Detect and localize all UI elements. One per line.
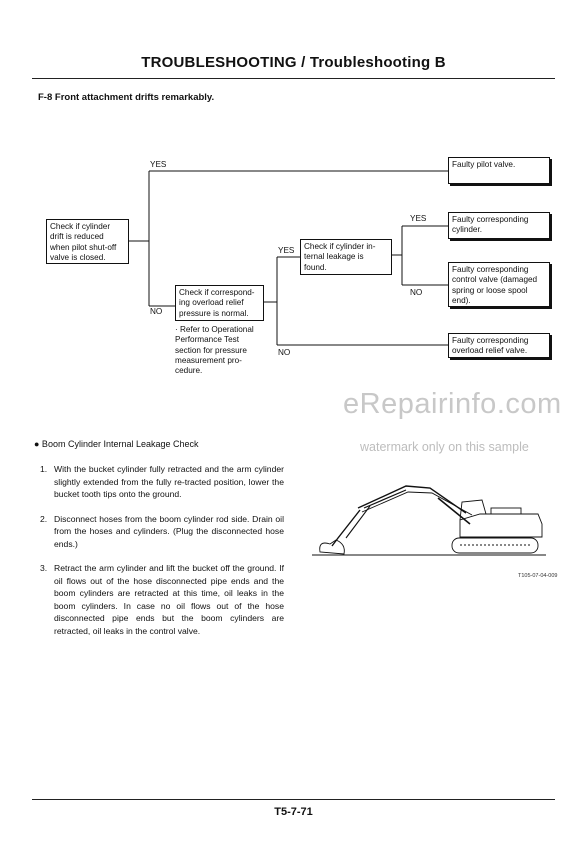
step-text: Disconnect hoses from the boom cylinder rod side. Drain oil from the hoses and cylinders. (Plug the disconnected hose ends.) [54, 513, 284, 549]
section-heading: F-8 Front attachment drifts remarkably. [38, 92, 215, 103]
step-number: 2. [40, 513, 48, 524]
result-box-cylinder: Faulty corresponding cylinder. [448, 212, 550, 239]
label-yes: YES [410, 214, 427, 223]
flow-box-start: Check if cylinder drift is reduced when pilot shut-off valve is closed. [46, 219, 129, 264]
check-heading: ● Boom Cylinder Internal Leakage Check [34, 439, 199, 449]
figure-code: T105-07-04-009 [518, 573, 558, 579]
watermark-text: eRepairinfo.com [343, 388, 562, 420]
step-item [40, 513, 284, 551]
label-no: NO [410, 288, 423, 297]
step-number: 3. [40, 563, 48, 573]
reference-note: · Refer to Operational Performance Test section for pressure measurement pro-cedure. [175, 325, 254, 376]
step-text: Retract the arm cylinder and lift the bucket off the ground. If oil flows out of the hose disconnected pipe ends and the boom cylinders are retracted at this time, oil leaks in the boom cylinders. In case no oil flows out of the hose disconnected pipe ends but the boom cylinders are retracted, oil leaks in the control valve. [54, 563, 284, 636]
page-number: T5-7-71 [274, 806, 313, 818]
result-box-control-valve: Faulty corresponding control valve (damaged spring or loose spool end). [448, 262, 550, 307]
page-title: TROUBLESHOOTING / Troubleshooting B [141, 54, 446, 71]
step-item [40, 463, 284, 501]
bucket [320, 540, 345, 554]
cab [460, 500, 486, 520]
boom [358, 486, 466, 513]
label-yes: YES [278, 246, 295, 255]
bucket-cylinder [346, 506, 370, 538]
excavator-illustration [310, 480, 550, 560]
step-number: 1. [40, 464, 48, 474]
label-no: NO [278, 348, 291, 357]
watermark-subtext: watermark only on this sample [360, 440, 529, 454]
upper-body [460, 514, 542, 537]
flow-box-internal-leakage: Check if cylinder in-ternal leakage is found. [300, 239, 392, 275]
track [452, 538, 538, 553]
label-yes: YES [150, 160, 167, 169]
result-box-relief-valve: Faulty corresponding overload relief valve. [448, 333, 550, 358]
arm [332, 510, 360, 546]
result-box-pilot-valve: Faulty pilot valve. [448, 157, 550, 184]
label-no: NO [150, 307, 163, 316]
step-text: With the bucket cylinder fully retracted and the arm cylinder slightly extended from the fully re-tracted position, lower the bucket tooth tips onto the ground. [54, 464, 284, 499]
step-item [40, 562, 284, 637]
footer-divider [32, 799, 555, 800]
procedure-steps [40, 463, 284, 649]
arm-cylinder [364, 490, 406, 508]
flow-box-overload-check: Check if correspond-ing overload relief pressure is normal. [175, 285, 264, 321]
engine-cover [491, 508, 521, 514]
